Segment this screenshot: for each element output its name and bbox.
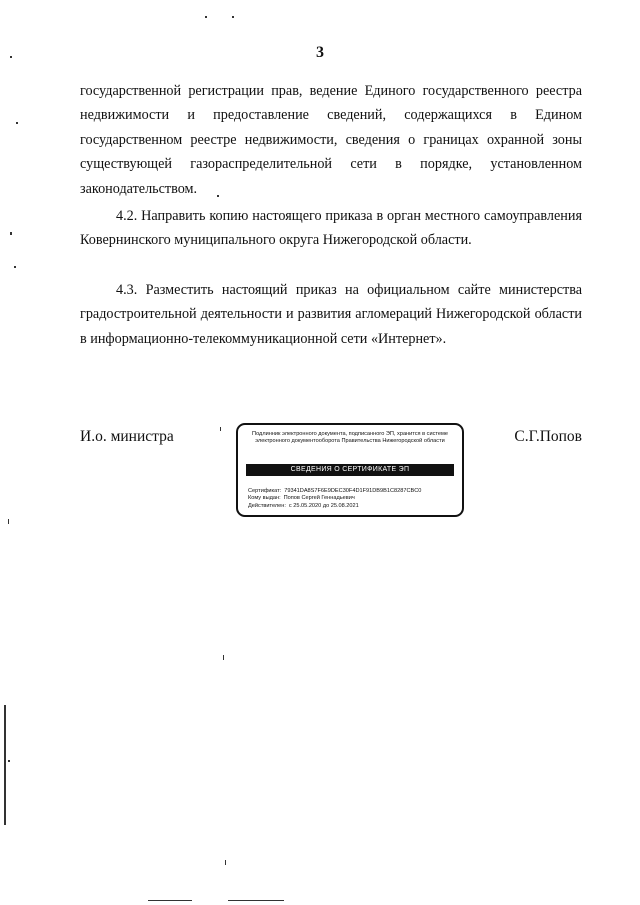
stamp-title-bar: СВЕДЕНИЯ О СЕРТИФИКАТЕ ЭП [246, 464, 454, 476]
scan-mark [232, 16, 234, 18]
body-paragraph-3-block [80, 278, 582, 351]
body-paragraph-2-block [80, 204, 582, 253]
stamp-issued-to-label: Кому выдан: [248, 495, 281, 502]
stamp-validity-row [248, 503, 421, 510]
stamp-validity-value: с 25.05.2020 до 25.08.2021 [288, 502, 359, 509]
body-paragraph: 4.2. Направить копию настоящего приказа в орган местного самоуправления Ковернинского муниципального округа Нижегородской области. [80, 208, 582, 249]
body-paragraph: государственной регистрации прав, ведение Единого государственного реестра недвижимости и предоставление сведений, содержащихся в Едином государственном реестре недвижимости, сведения о границах охранной зоны существующей газораспределительной сети в порядке, установленном законодательством. [80, 83, 582, 197]
scan-mark [223, 655, 224, 660]
stamp-issued-to-value: Попов Сергей Геннадьевич [283, 495, 355, 502]
page-number: 3 [316, 44, 324, 61]
stamp-certificate-value: 79341DA8S7F6E9DEC30F4D1F91DB9B1C8287CBC0 [284, 488, 422, 494]
scan-edge-line [4, 705, 6, 825]
stamp-certificate-label: Сертификат: [248, 488, 282, 494]
scan-mark [220, 427, 221, 431]
stamp-header-text: Подлинник электронного документа, подписанного ЭП, хранится в системе электронного документооборота Правительства Нижегородской области [252, 431, 448, 445]
body-paragraph: 4.3. Разместить настоящий приказ на официальном сайте министерства градостроительной деятельности и развития агломераций Нижегородской области в информационно-телекоммуникационной сети «Интернет». [80, 282, 582, 347]
stamp-details [248, 488, 421, 510]
scan-mark [8, 760, 10, 762]
body-paragraph-1-block [80, 79, 582, 201]
electronic-signature-stamp [236, 423, 464, 517]
signatory-name: С.Г.Попов [514, 428, 582, 445]
scan-mark [10, 232, 12, 235]
signatory-role: И.о. министра [80, 428, 174, 445]
scan-mark [16, 122, 18, 124]
scan-mark [205, 16, 207, 18]
stamp-issued-to-row [248, 495, 421, 502]
footer-rule-right [228, 900, 284, 901]
stamp-validity-label: Действителен: [248, 502, 286, 509]
scan-mark [217, 195, 219, 197]
scan-mark [14, 266, 16, 268]
footer-rule-left [148, 900, 192, 901]
scan-mark [225, 860, 226, 865]
scan-mark [10, 56, 12, 58]
scan-mark [8, 519, 9, 524]
